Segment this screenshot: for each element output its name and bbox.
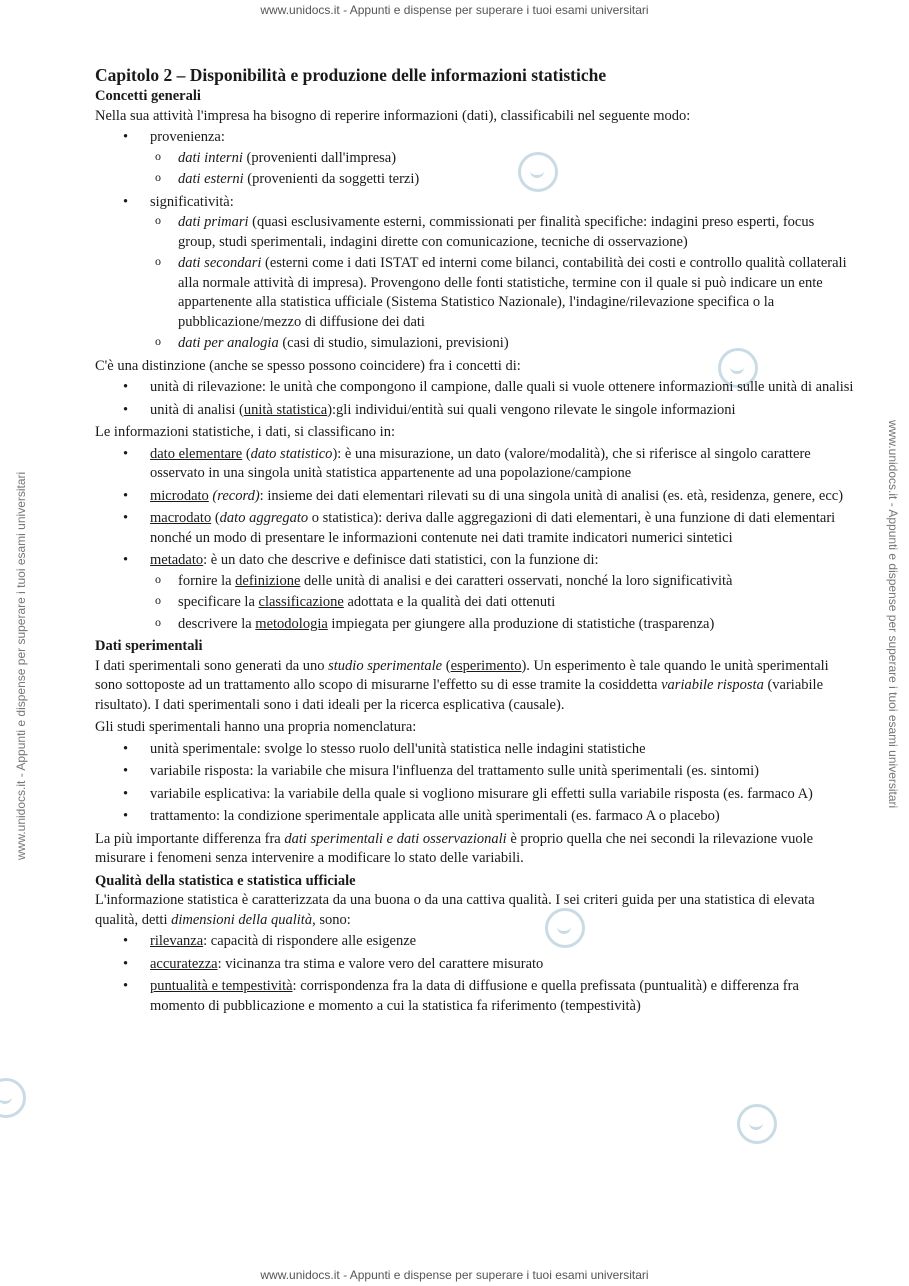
list-item: • accuratezza: vicinanza tra stima e valore vero del carattere misurato: [95, 955, 855, 975]
paragraph: L'informazione statistica è caratterizzata da una buona o da una cattiva qualità. I sei criteri guida per una statistica di elevata qualità, detti dimensioni della qualità, sono:: [95, 892, 815, 928]
bullet-list: [95, 445, 855, 635]
bullet-list: [95, 128, 855, 354]
list-item: • unità sperimentale: svolge lo stesso ruolo dell'unità statistica nelle indagini statistiche: [95, 740, 855, 760]
watermark-right: www.unidocs.it - Appunti e dispense per superare i tuoi esami universitari: [886, 420, 900, 809]
unidocs-logo-icon: [0, 1078, 26, 1118]
list-item: • unità di analisi (unità statistica):gli individui/entità sui quali vengono rilevate le singole informazioni: [95, 401, 855, 421]
section-heading-sperimentali: Dati sperimentali: [95, 638, 203, 654]
list-item: • variabile risposta: la variabile che misura l'influenza del trattamento sulle unità sperimentali (es. sintomi): [95, 762, 855, 782]
watermark-top: www.unidocs.it - Appunti e dispense per superare i tuoi esami universitari: [260, 3, 649, 17]
list-item: o specificare la classificazione adottata e la qualità dei dati ottenuti: [150, 593, 855, 613]
list-item: o fornire la definizione delle unità di analisi e dei caratteri osservati, nonché la loro significatività: [150, 572, 855, 592]
list-item: o dati primari (quasi esclusivamente esterni, commissionati per finalità specifiche: indagini preso esperti, focus group, studi sperimentali, indagini dirette con comunicazione, tecniche di osservazione): [150, 213, 855, 252]
paragraph: La più importante differenza fra dati sperimentali e dati osservazionali è proprio quella che nei secondi la rilevazione vuole misurare i fenomeni senza intervenire a modificare lo stato delle variabili.: [95, 830, 814, 866]
paragraph: Le informazioni statistiche, i dati, si classificano in:: [95, 424, 395, 440]
list-item: • microdato (record): insieme dei dati elementari rilevati su di una singola unità di analisi (es. età, residenza, genere, ecc): [95, 487, 855, 507]
paragraph: Gli studi sperimentali hanno una propria nomenclatura:: [95, 719, 417, 735]
paragraph: I dati sperimentali sono generati da uno studio sperimentale (esperimento). Un esperimento è tale quando le unità sperimentali sono sottoposte ad un trattamento allo scopo di misurarne l'effetto su di esse tramite la cosiddetta variabile risposta (variabile risultato). I dati sperimentali sono i dati ideali per la ricerca esplicativa (causale).: [95, 657, 829, 713]
list-item: • dato elementare (dato statistico): è una misurazione, un dato (valore/modalità), che si riferisce al singolo carattere osservato in una singola unità statistica appartenente ad una popolazione/campione: [95, 445, 855, 484]
section-heading-concetti: Concetti generali: [95, 88, 201, 104]
chapter-title: Capitolo 2 – Disponibilità e produzione delle informazioni statistiche: [95, 65, 607, 85]
list-item: • rilevanza: capacità di rispondere alle esigenze: [95, 932, 855, 952]
list-item: o dati per analogia (casi di studio, simulazioni, previsioni): [150, 334, 855, 354]
section-heading-qualita: Qualità della statistica e statistica ufficiale: [95, 872, 356, 889]
list-item: o descrivere la metodologia impiegata per giungere alla produzione di statistiche (trasparenza): [150, 615, 855, 635]
watermark-bottom: www.unidocs.it - Appunti e dispense per superare i tuoi esami universitari: [260, 1268, 649, 1282]
list-item: o dati secondari (esterni come i dati ISTAT ed interni come bilanci, contabilità dei costi e controllo qualità collaterali alla normale attività di impresa). Provengono delle fonti statistiche, termine con il quale si può indicare un ente appartenente alla statistica ufficiale (Sistema Statistico Nazionale), l'indagine/rilevazione specifica o la pubblicazione/mezzo di diffusione dei dati: [150, 254, 855, 332]
list-item: • provenienza: o dati interni (provenienti dall'impresa) o dati esterni (provenienti da soggetti terzi): [95, 128, 855, 190]
list-item: • macrodato (dato aggregato o statistica): deriva dalle aggregazioni di dati elementari, è una funzione di dati elementari nonché un modo di presentare le informazioni contenute nei dati tramite indicatori numerici sintetici: [95, 509, 855, 548]
bullet-list: [95, 740, 855, 827]
list-item: o dati esterni (provenienti da soggetti terzi): [150, 170, 855, 190]
watermark-left: www.unidocs.it - Appunti e dispense per superare i tuoi esami universitari: [14, 471, 28, 860]
list-item: • significatività: o dati primari (quasi esclusivamente esterni, commissionati per finalità specifiche: indagini preso esperti, focus group, studi sperimentali, indagini dirette con comunicazione, tecniche di osservazione) o dati secondari (esterni come i dati ISTAT ed interni come bilanci, contabilità dei costi e controllo qualità collaterali alla normale attività di impresa). Provengono delle fonti statistiche, termine con il quale si può indicare un ente appartenente alla statistica ufficiale (Sistema Statistico Nazionale), l'indagine/rilevazione specifica o la pubblicazione/mezzo di diffusione dei dati o dati per analogia (casi di studio, simulazioni, previsioni): [95, 193, 855, 354]
list-item: • puntualità e tempestività: corrispondenza fra la data di diffusione e quella prefissata (puntualità) e differenza fra momento di pubblicazione e momento a cui la statistica fa riferimento (tempestività): [95, 977, 855, 1016]
unidocs-logo-icon: [737, 1104, 777, 1144]
list-item: o dati interni (provenienti dall'impresa): [150, 149, 855, 169]
bullet-list: [95, 932, 855, 1016]
list-item: • trattamento: la condizione sperimentale applicata alle unità sperimentali (es. farmaco A o placebo): [95, 807, 855, 827]
list-item: • metadato: è un dato che descrive e definisce dati statistici, con la funzione di: o fornire la definizione delle unità di analisi e dei caratteri osservati, nonché la loro significatività o specificare la classificazione adottata e la qualità dei dati ottenuti o descrivere la metodologia impiegata per giungere alla produzione di statistiche (trasparenza): [95, 551, 855, 634]
paragraph: Nella sua attività l'impresa ha bisogno di reperire informazioni (dati), classificabili nel seguente modo:: [95, 107, 691, 124]
paragraph: C'è una distinzione (anche se spesso possono coincidere) fra i concetti di:: [95, 357, 521, 374]
document-body: [95, 64, 855, 1019]
bullet-list: [95, 378, 855, 420]
list-item: • unità di rilevazione: le unità che compongono il campione, dalle quali si vuole ottenere informazioni sulle unità di analisi: [95, 378, 855, 398]
list-item: • variabile esplicativa: la variabile della quale si vogliono misurare gli effetti sulla variabile risposta (es. farmaco A): [95, 785, 855, 805]
